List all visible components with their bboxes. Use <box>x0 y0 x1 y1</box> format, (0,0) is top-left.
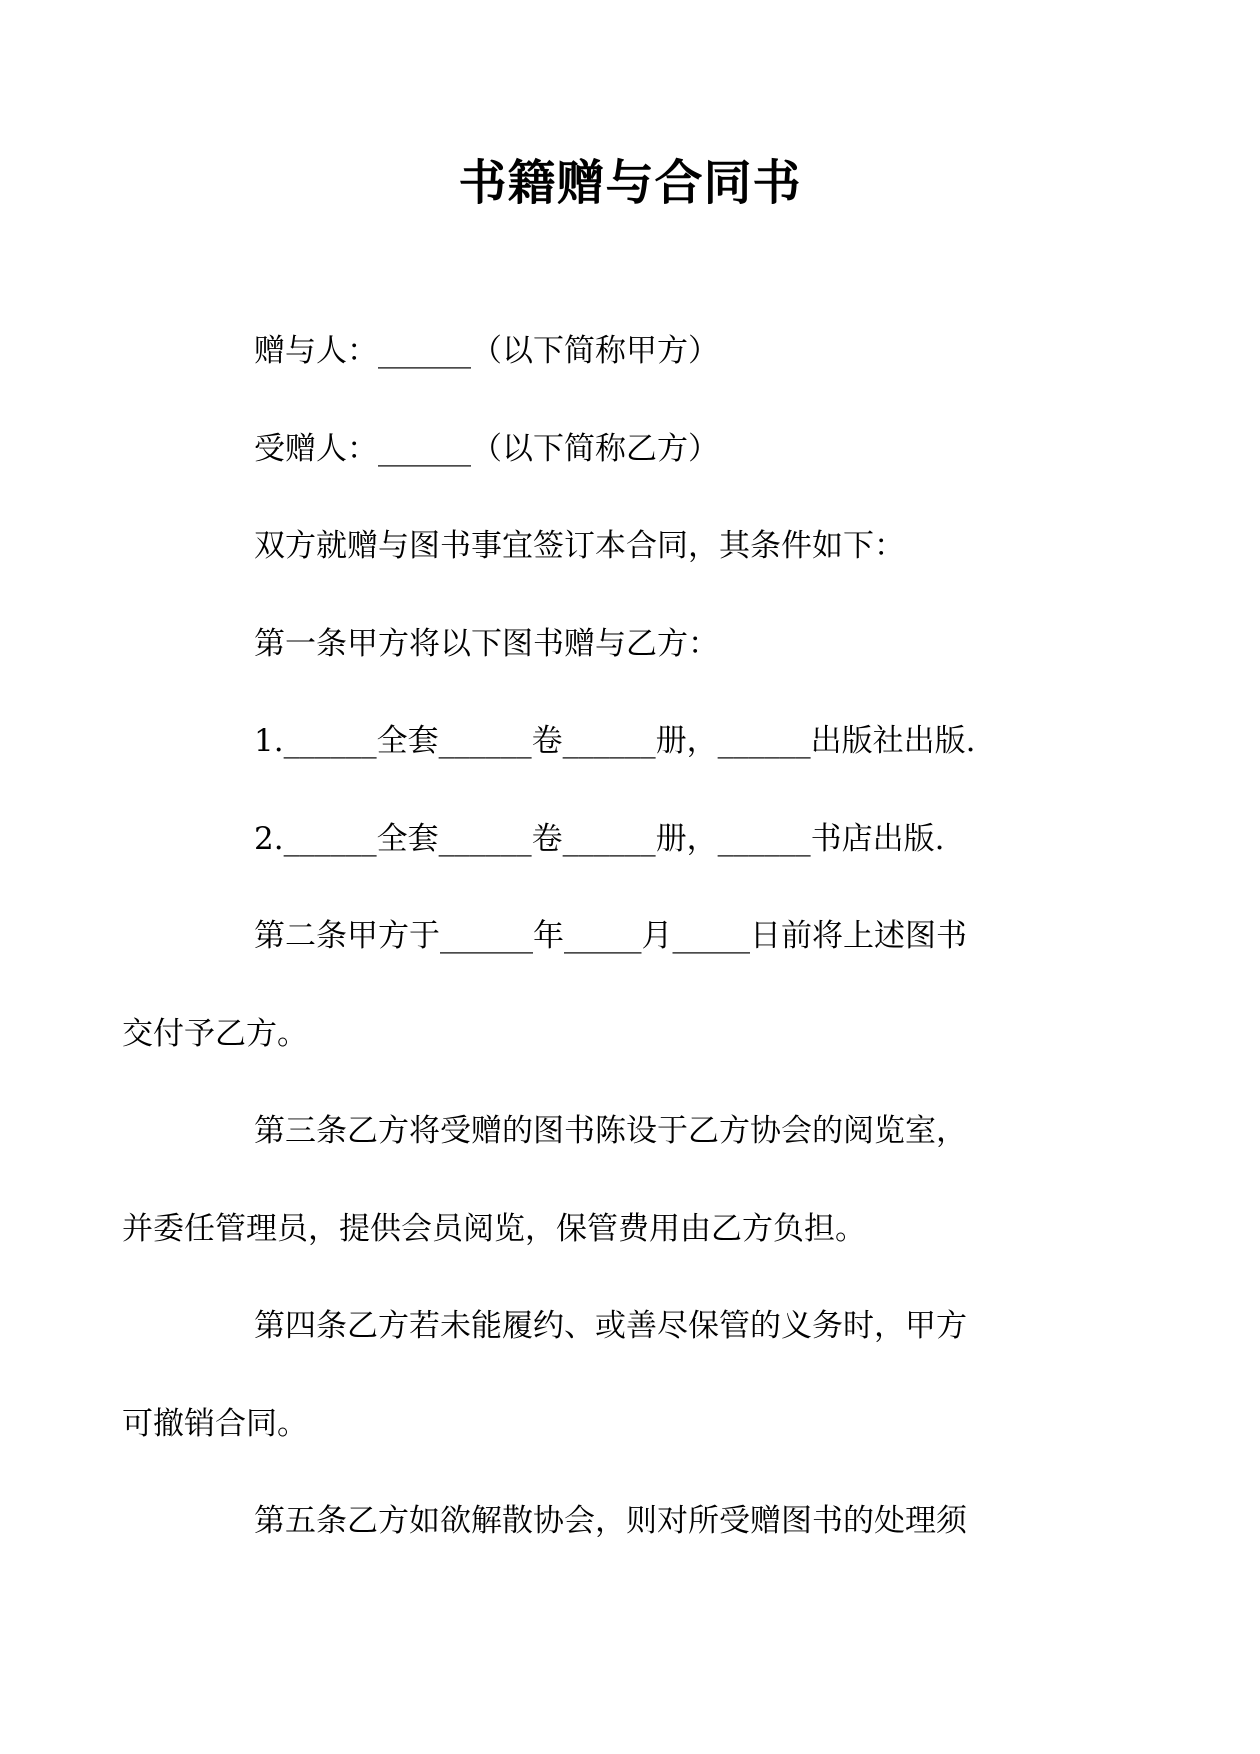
paragraph-recipient <box>188 401 1053 499</box>
paragraph-line: 赠与人：______（以下简称甲方） <box>254 333 719 369</box>
document-title: 书籍赠与合同书 <box>458 155 802 211</box>
paragraph-line: 双方就赠与图书事宜签订本合同，其条件如下： <box>254 528 905 564</box>
paragraph-line: 交付予乙方。 <box>122 1015 308 1052</box>
paragraph-item-1 <box>188 693 1053 791</box>
paragraph-article-4 <box>122 1278 1053 1473</box>
paragraph-line: 1.______全套______卷______册，______出版社出版. <box>254 723 976 759</box>
paragraph-line: 并委任管理员，提供会员阅览，保管费用由乙方负担。 <box>122 1210 866 1247</box>
paragraph-line: 第四条乙方若未能履约、或善尽保管的义务时，甲方 <box>254 1308 967 1344</box>
paragraph-line: 第五条乙方如欲解散协会，则对所受赠图书的处理须 <box>254 1503 967 1539</box>
paragraph-article-5 <box>188 1473 1053 1571</box>
paragraph-line: 可撤销合同。 <box>122 1405 308 1442</box>
paragraph-intro <box>188 498 1053 596</box>
paragraph-line: 2.______全套______卷______册，______书店出版. <box>254 820 945 857</box>
paragraph-article-1 <box>188 596 1053 694</box>
paragraph-donor <box>188 303 1053 401</box>
paragraph-line: 第三条乙方将受赠的图书陈设于乙方协会的阅览室， <box>254 1113 967 1149</box>
paragraph-line: 受赠人：______（以下简称乙方） <box>254 430 719 467</box>
document-body <box>122 303 1053 1571</box>
paragraph-article-2 <box>122 888 1053 1083</box>
paragraph-item-2 <box>188 791 1053 889</box>
paragraph-article-3 <box>122 1083 1053 1278</box>
paragraph-line: 第一条甲方将以下图书赠与乙方： <box>254 625 719 662</box>
paragraph-line: 第二条甲方于______年_____月_____日前将上述图书 <box>254 918 967 954</box>
